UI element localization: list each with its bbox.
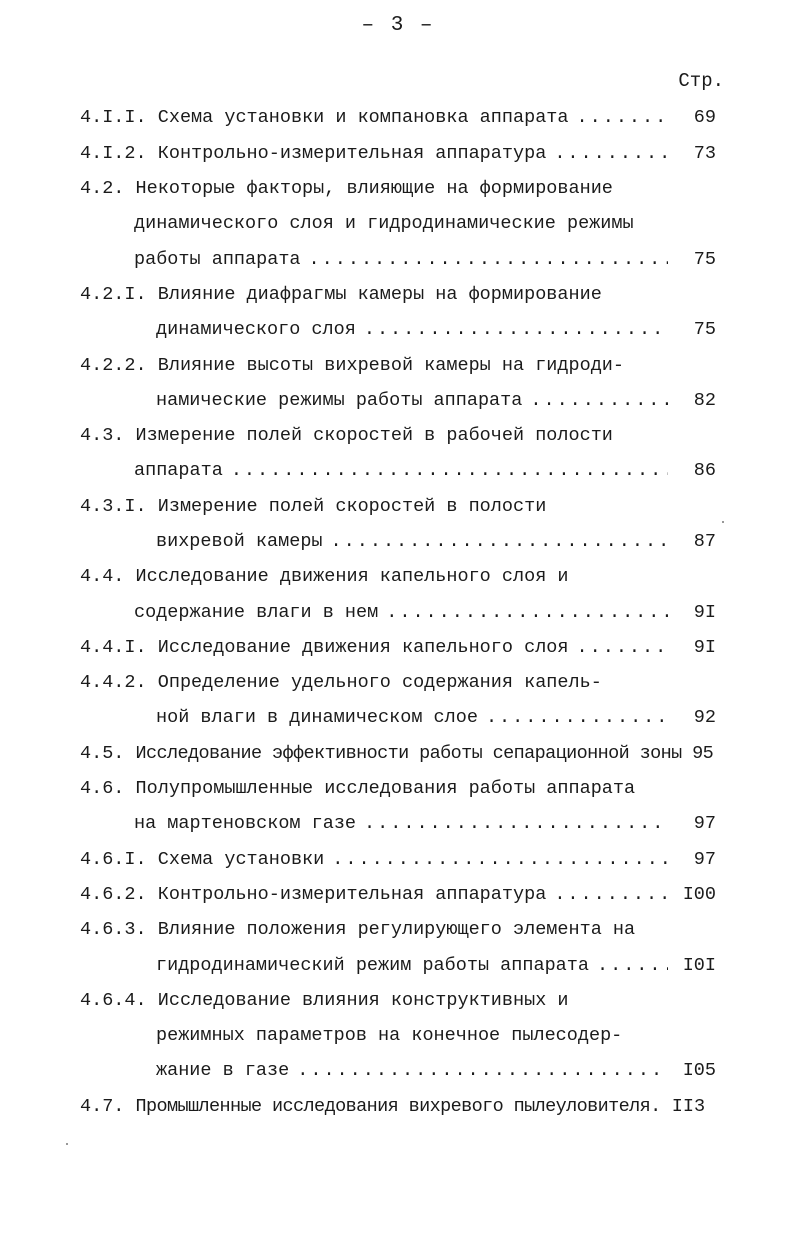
toc-entry-title: Схема установки и компановка аппарата [157, 107, 569, 128]
toc-entry-continuation [156, 1058, 716, 1084]
toc-entry-page: I00 [682, 884, 716, 905]
toc-entry-title: содержание влаги в нем [134, 602, 379, 623]
toc-entry [80, 741, 713, 767]
toc-entry [80, 776, 635, 802]
toc-entry-continuation [134, 600, 716, 626]
dot-leader [364, 317, 668, 343]
toc-entry-continuation [134, 211, 634, 237]
toc-entry-number: 4.6.3. [80, 919, 147, 940]
toc-entry-title: Промышленные исследования вихревого пылеуловителя. [135, 1096, 661, 1117]
toc-entry-continuation [156, 1023, 622, 1049]
dot-leader [597, 953, 668, 979]
toc-entry-title: Влияние положения регулирующего элемента на [157, 919, 636, 940]
toc-entry-continuation [156, 953, 716, 979]
toc-entry-number: 4.2.I. [80, 284, 147, 305]
toc-entry-number: 4.3. [80, 425, 125, 446]
toc-entry-title: Измерение полей скоростей в рабочей полости [135, 425, 613, 446]
toc-entry-number: 4.I.2. [80, 143, 147, 164]
dot-leader [309, 247, 668, 273]
toc-entry-title: Контрольно-измерительная аппаратура [157, 884, 547, 905]
toc-entry-title: Полупромышленные исследования работы аппарата [135, 778, 636, 799]
page-column-label: Стр. [678, 70, 724, 92]
toc-entry-title: намические режимы работы аппарата [156, 390, 523, 411]
toc-entry-title: жание в газе [156, 1060, 290, 1081]
toc-entry [80, 105, 716, 131]
toc-entry-page: 75 [693, 319, 716, 340]
toc-entry [80, 141, 716, 167]
page-number: – 3 – [361, 14, 435, 37]
toc-entry-page: 69 [693, 107, 716, 128]
toc-entry-continuation [134, 811, 716, 837]
toc-entry-title: динамического слоя и гидродинамические режимы [134, 213, 634, 234]
toc-entry-number: 4.4.2. [80, 672, 147, 693]
toc-entry-title: Исследование влияния конструктивных и [157, 990, 569, 1011]
dot-leader [554, 882, 668, 908]
toc-entry-page: 82 [693, 390, 716, 411]
toc-entry-number: 4.6. [80, 778, 125, 799]
toc-entry-number: 4.6.I. [80, 849, 147, 870]
toc-entry-number: 4.6.4. [80, 990, 147, 1011]
toc-entry-page: I0I [682, 955, 716, 976]
toc-entry-title: режимных параметров на конечное пылесодер- [156, 1025, 623, 1046]
toc-entry-title: аппарата [134, 460, 223, 481]
toc-entry-title: Контрольно-измерительная аппаратура [157, 143, 547, 164]
toc-entry [80, 882, 716, 908]
toc-entry [80, 1094, 705, 1120]
scan-speck [66, 1143, 68, 1145]
dot-leader [554, 141, 668, 167]
toc-entry-title: Некоторые факторы, влияющие на формирование [135, 178, 613, 199]
toc-entry [80, 635, 716, 661]
toc-entry-page: 92 [693, 707, 716, 728]
toc-entry-continuation [156, 529, 716, 555]
toc-entry-page: 87 [693, 531, 716, 552]
dot-leader [331, 529, 668, 555]
toc-entry [80, 423, 613, 449]
dot-leader [577, 635, 668, 661]
dot-leader [486, 705, 668, 731]
toc-entry-number: 4.4. [80, 566, 125, 587]
dot-leader [577, 105, 668, 131]
toc-entry-title: Исследование эффективности работы сепарационной зоны 95 [135, 743, 714, 764]
toc-entry-continuation [156, 317, 716, 343]
toc-entry-title: ной влаги в динамическом слое [156, 707, 478, 728]
toc-entry [80, 564, 569, 590]
toc-entry-title: вихревой камеры [156, 531, 323, 552]
toc-entry-title: Схема установки [157, 849, 325, 870]
toc-entry-number: 4.2.2. [80, 355, 147, 376]
toc-entry-continuation [134, 247, 716, 273]
toc-entry [80, 670, 602, 696]
toc-entry-page: 9I [693, 602, 716, 623]
toc-entry-title: Определение удельного содержания капель- [157, 672, 602, 693]
toc-entry-page: 75 [693, 249, 716, 270]
toc-entry-page: 97 [693, 849, 716, 870]
toc-entry-title: динамического слоя [156, 319, 356, 340]
toc-entry-page: 73 [693, 143, 716, 164]
toc-entry [80, 494, 546, 520]
toc-entry-title: гидродинамический режим работы аппарата [156, 955, 589, 976]
dot-leader [297, 1058, 668, 1084]
toc-entry-title: на мартеновском газе [134, 813, 357, 834]
toc-entry [80, 176, 613, 202]
toc-entry [80, 353, 624, 379]
toc-entry-number: 4.3.I. [80, 496, 147, 517]
toc-entry-number: 4.I.I. [80, 107, 147, 128]
toc-entry-number: 4.2. [80, 178, 125, 199]
toc-entry-number: 4.7. [80, 1096, 125, 1117]
toc-entry-title: Влияние высоты вихревой камеры на гидроди- [157, 355, 625, 376]
toc-entry-title: Исследование движения капельного слоя и [135, 566, 569, 587]
dot-leader [332, 847, 668, 873]
toc-entry [80, 917, 635, 943]
toc-entry-continuation [156, 705, 716, 731]
toc-entry [80, 282, 602, 308]
dot-leader [386, 600, 668, 626]
toc-entry-number: 4.5. [80, 743, 125, 764]
toc-entry-page: I05 [682, 1060, 716, 1081]
dot-leader [530, 388, 668, 414]
toc-entry-page: 97 [693, 813, 716, 834]
toc-entry-continuation [134, 458, 716, 484]
toc-entry-title: работы аппарата [134, 249, 301, 270]
toc-entry [80, 847, 716, 873]
toc-entry-page: 86 [693, 460, 716, 481]
dot-leader [364, 811, 668, 837]
toc-entry-title: Измерение полей скоростей в полости [157, 496, 547, 517]
scan-speck [722, 521, 724, 523]
toc-entry-page: 9I [693, 637, 716, 658]
toc-entry-number: 4.4.I. [80, 637, 147, 658]
toc-entry [80, 988, 569, 1014]
toc-entry-title: Исследование движения капельного слоя [157, 637, 569, 658]
toc-entry-number: 4.6.2. [80, 884, 147, 905]
toc-entry-title: Влияние диафрагмы камеры на формирование [157, 284, 602, 305]
dot-leader [231, 458, 668, 484]
toc-entry-continuation [156, 388, 716, 414]
toc-entry-page: II3 [671, 1096, 706, 1117]
